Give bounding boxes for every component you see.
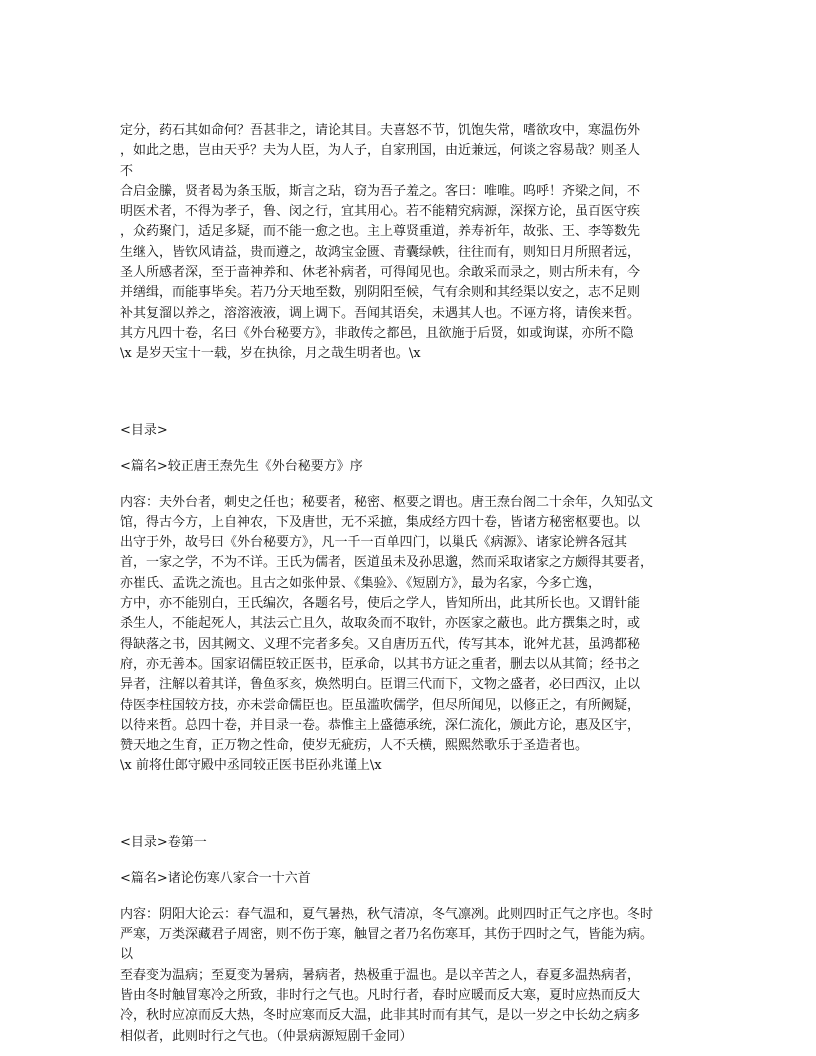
text-line: 内容：夫外台者，刺史之任也；秘要者，秘密、枢要之谓也。唐王焘台阁二十余年，久知弘文 [120,494,654,510]
text-line: 馆，得古今方，上自神农，下及唐世，无不采摭，集成经方四十卷，皆诸方秘密枢要也。以 [120,514,641,530]
document-page [120,121,696,1047]
text-line: 赞天地之生育，正万物之性命，使岁无疵疠，人不夭横，熙熙然歌乐于圣造者也。 [120,738,589,754]
chapter-title: <篇名>较正唐王焘先生《外台秘要方》序 [120,458,363,474]
text-line: 补其复溜以养之，溶溶液液，调上调下。吾闻其语矣，未遇其人也。不诬方将，请俟来哲。 [120,305,641,321]
text-line: 杀生人，不能起死人，其法云亡且久，故取灸而不取针，亦医家之蔽也。此方撰集之时，或 [120,616,641,632]
chapter-title-volume-one: <篇名>诸论伤寒八家合一十六首 [120,870,311,886]
preface-continuation [120,121,696,365]
text-line: 亦崔氏、孟诜之流也。且古之如张仲景、《集验》、《短剧方》，最为名家，今多亡逸， [120,575,602,591]
text-line: \x 是岁天宝十一载，岁在执徐，月之哉生明者也。\x [120,346,421,362]
text-line: 以 [120,947,134,963]
text-line: 得缺落之书，因其阙文、义理不完者多矣。又自唐历五代，传写其本，讹舛尤甚，虽鸿都秘 [120,636,641,652]
text-line: \x 前将仕郎守殿中丞同较正医书臣孙兆谨上\x [120,758,382,774]
text-line: 以待来哲。总四十卷，并目录一卷。恭惟主上盛德承统，深仁流化，颁此方论，惠及区宇， [120,717,641,733]
text-line: 方中，亦不能别白，王氏编次，各题名号，使后之学人，皆知所出，此其所长也。又谓针能 [120,596,641,612]
volume-marker: <目录>卷第一 [120,834,207,850]
text-line: 不 [120,163,134,179]
text-line: 圣人所感者深，至于啬神养和、休老补病者，可得闻见也。余敢采而录之，则古所未有，今 [120,265,641,281]
text-line: 并缮缉，而能事毕矣。若乃分天地至数，别阴阳至候，气有余则和其经渠以安之，志不足则 [120,285,641,301]
text-line: 内容：阴阳大论云：春气温和，夏气暑热，秋气清凉，冬气凛冽。此则四时正气之序也。冬时 [120,906,654,922]
text-line: 定分，药石其如命何？吾甚非之，请论其目。夫喜怒不节，饥饱失常，嗜欲攻中，寒温伤外 [120,123,641,138]
text-line: 相似者，此则时行之气也。（仲景病源短剧千金同） [120,1028,413,1044]
preface-content [120,493,696,777]
catalog-marker: <目录> [120,422,168,438]
text-line: 生继入，皆钦风请益，贵而遵之，故鸿宝金匮、青囊绿帙，往往而有，则知日月所照者远， [120,244,641,260]
text-line: 皆由冬时触冒寒冷之所致，非时行之气也。凡时行者，春时应暖而反大寒，夏时应热而反大 [120,987,641,1003]
text-line: 其方凡四十卷，名曰《外台秘要方》，非敢传之都邑，且欲施于后贤，如或询谋，亦所不隐 [120,325,634,341]
text-line: ，众药聚门，适足多疑，而不能一愈之也。主上尊贤重道，养寿祈年，故张、王、李等数先 [120,224,641,240]
text-line: 严寒，万类深藏君子周密，则不伤于寒，触冒之者乃名伤寒耳，其伤于四时之气，皆能为病。 [120,927,654,943]
text-line: 异者，注解以着其详，鲁鱼豕亥，焕然明白。臣谓三代而下，文物之盛者，必曰西汉，止以 [120,677,641,693]
text-line: 侍医李柱国较方技，亦未尝命儒臣也。臣虽滥吹儒学，但尽所闻见，以修正之，有所阙疑， [120,697,641,713]
volume-one-content [120,905,696,1047]
text-line: 首，一家之学，不为不详。王氏为儒者，医道虽未及孙思邈，然而采取诸家之方颇得其要者， [120,555,654,571]
text-line: 府，亦无善本。国家诏儒臣较正医书，臣承命，以其书方证之重者，删去以从其简；经书之 [120,656,641,672]
text-line: 合启金縢，贤者曷为条玉版，斯言之玷，窃为吾子羞之。客曰：唯唯。呜呼！齐梁之间，不 [120,183,641,199]
text-line: ，如此之患，岂由天乎？夫为人臣，为人子，自家刑国，由近兼远，何谈之容易哉？则圣人 [120,143,641,159]
text-line: 明医术者，不得为孝子，鲁、闵之行，宜其用心。若不能精究病源，深探方论，虽百医守疾 [120,204,641,220]
text-line: 冷，秋时应凉而反大热，冬时应寒而反大温，此非其时而有其气，是以一岁之中长幼之病多 [120,1008,641,1024]
text-line: 至春变为温病；至夏变为暑病，暑病者，热极重于温也。是以辛苦之人，春夏多温热病者， [120,967,641,983]
text-line: 出守于外，故号曰《外台秘要方》，凡一千一百单四门，以巢氏《病源》、诸家论辨各冠其 [120,535,628,551]
